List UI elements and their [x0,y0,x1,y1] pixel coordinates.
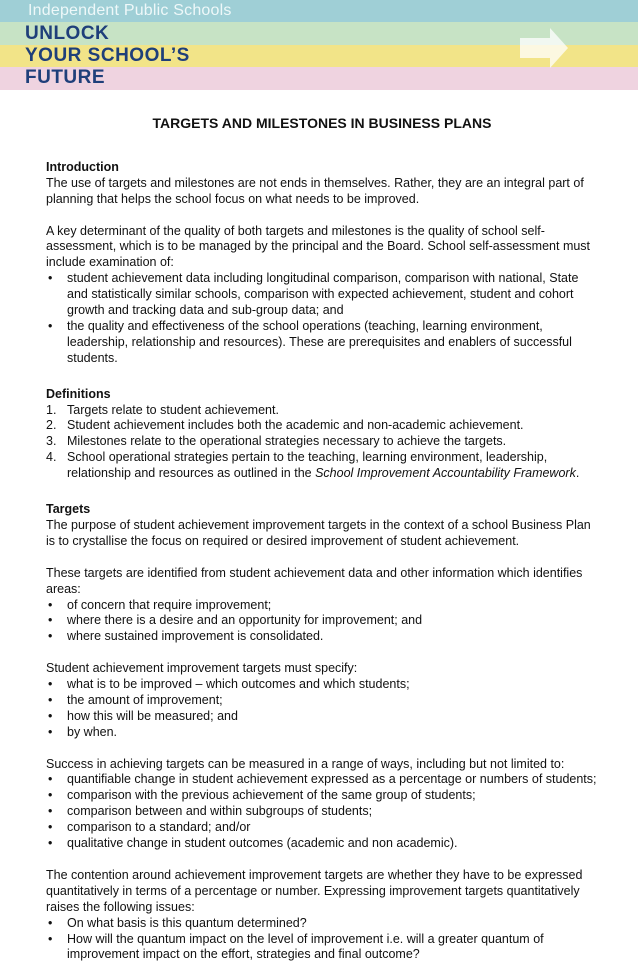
item-number: 1. [46,402,57,417]
list-item: • qualitative change in student outcomes (academic and non academic). [46,836,598,852]
item-text: Targets relate to student achievement. [67,402,279,417]
targets-paragraph-4: Success in achieving targets can be measured in a range of ways, including but not limited to: [46,756,565,771]
list-item: • how this will be measured; and [46,709,598,725]
issues-list [46,916,598,963]
list-item: • where sustained improvement is consolidated. [46,629,598,645]
list-item: • How will the quantum impact on the level of improvement i.e. will a greater quantum of improvement impact on the effort, strategies and final outcome? [46,932,598,963]
list-item: • of concern that require improvement; [46,598,598,614]
list-item: • comparison between and within subgroups of students; [46,804,598,820]
list-item: • quantifiable change in student achievement expressed as a percentage or numbers of students; [46,772,598,788]
item-text: Student achievement includes both the academic and non-academic achievement. [67,418,524,433]
headline-line-1: UNLOCK [25,23,110,44]
list-item [46,434,598,450]
intro-paragraph-2: A key determinant of the quality of both targets and milestones is the quality of school self-assessment, which is to be managed by the principal and the Board. School self-assessment must include examination of: [46,223,591,270]
list-item: • comparison with the previous achievement of the same group of students; [46,788,598,804]
list-item [46,418,598,434]
specify-list [46,677,598,741]
section-heading-definitions: Definitions [46,386,111,401]
section-heading-targets: Targets [46,502,91,517]
areas-list [46,598,598,646]
list-item: • what is to be improved – which outcomes and which students; [46,677,598,693]
item-number: 3. [46,434,57,449]
targets-paragraph-1: The purpose of student achievement improvement targets in the context of a school Business Plan is to crystallise the focus on required or desired improvement of student achievement. [46,518,591,548]
header-banner [0,0,638,90]
headline-line-3: FUTURE [25,67,106,88]
targets-paragraph-3: Student achievement improvement targets must specify: [46,661,358,676]
intro-bullet-list [46,271,598,366]
brand-name: Independent Public Schools [28,2,232,19]
targets-paragraph-5: The contention around achievement improvement targets are whether they have to be expressed quantitatively in terms of a percentage or number. Expressing improvement targets quantitatively raises the following issues: [46,867,583,914]
measures-list [46,772,598,852]
list-item [46,403,598,419]
targets-paragraph-2: These targets are identified from student achievement data and other information which identifies areas: [46,565,583,596]
item-text: Milestones relate to the operational strategies necessary to achieve the targets. [67,434,507,449]
list-item [46,450,598,482]
item-text: School operational strategies pertain to the teaching, learning environment, leadership, relationship and resources as outlined in the [67,450,548,481]
item-text-end: . [575,466,580,481]
section-heading-introduction: Introduction [46,159,119,174]
list-item: • where there is a desire and an opportunity for improvement; and [46,613,598,629]
arrow-icon [520,28,570,68]
headline-line-2: YOUR SCHOOL’S [25,45,190,66]
item-number: 4. [46,450,57,465]
list-item: • the amount of improvement; [46,693,598,709]
list-item: • the quality and effectiveness of the school operations (teaching, learning environment, leadership, relationship and resources). These are prerequisites and enablers of successful students. [46,319,598,367]
list-item: • On what basis is this quantum determined? [46,916,598,932]
page-title: TARGETS AND MILESTONES IN BUSINESS PLANS [152,115,492,131]
item-number: 2. [46,418,57,433]
definitions-list [46,403,598,483]
list-item: • by when. [46,725,598,741]
list-item: • student achievement data including longitudinal comparison, comparison with national, State and statistically similar schools, comparison with expected achievement, student and cohort growth and tracking data and sub-group data; and [46,271,598,319]
document-body [46,116,598,963]
framework-reference: School Improvement Accountability Framework [315,466,576,481]
intro-paragraph-1: The use of targets and milestones are not ends in themselves. Rather, they are an integral part of planning that helps the school focus on what needs to be improved. [46,175,584,206]
list-item: • comparison to a standard; and/or [46,820,598,836]
